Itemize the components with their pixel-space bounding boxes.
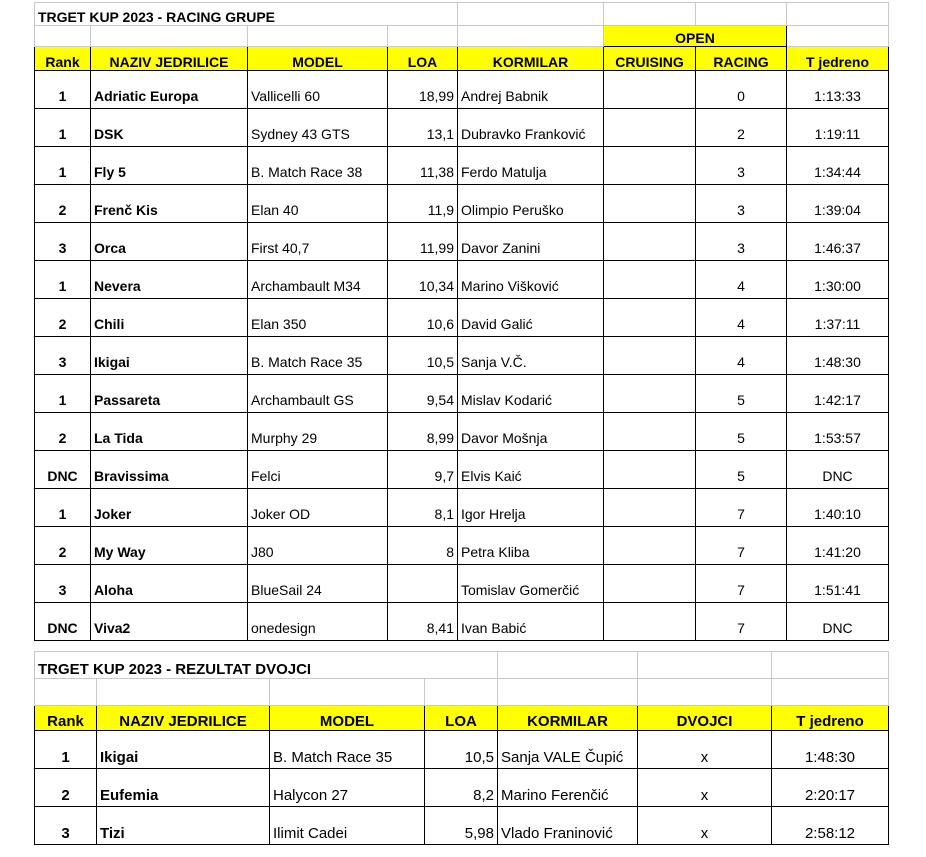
racing-results-table [34, 2, 889, 641]
time-cell: 1:39:04 [787, 185, 889, 223]
model-cell: Vallicelli 60 [248, 71, 388, 109]
model-cell: Archambault M34 [248, 261, 388, 299]
table-row [35, 527, 889, 565]
table-row [35, 299, 889, 337]
skipper-cell: Vlado Franinović [498, 807, 638, 845]
loa-cell: 10,5 [425, 731, 498, 769]
racing-cell: 5 [696, 413, 787, 451]
skipper-cell: Davor Mošnja [458, 413, 604, 451]
cruising-cell [604, 413, 696, 451]
model-cell: B. Match Race 35 [248, 337, 388, 375]
table-row [35, 109, 889, 147]
racing-cell: 4 [696, 299, 787, 337]
racing-cell: 3 [696, 185, 787, 223]
table-row [35, 337, 889, 375]
cruising-cell [604, 71, 696, 109]
table-row [35, 489, 889, 527]
cruising-cell [604, 527, 696, 565]
loa-cell: 10,34 [388, 261, 458, 299]
racing-cell: 5 [696, 451, 787, 489]
table-row [35, 223, 889, 261]
cruising-cell [604, 337, 696, 375]
col-header-cruising: CRUISING [604, 47, 696, 71]
model-cell: Archambault GS [248, 375, 388, 413]
skipper-cell: Olimpio Peruško [458, 185, 604, 223]
cruising-cell [604, 147, 696, 185]
racing-cell: 7 [696, 527, 787, 565]
skipper-cell: Dubravko Franković [458, 109, 604, 147]
skipper-cell: Andrej Babnik [458, 71, 604, 109]
rank-cell: 1 [35, 489, 91, 527]
time-cell: 1:37:11 [787, 299, 889, 337]
model-cell: onedesign [248, 603, 388, 641]
boat-name-cell: Viva2 [91, 603, 248, 641]
racing-cell: 7 [696, 603, 787, 641]
rank-cell: 2 [35, 413, 91, 451]
rank-cell: 3 [35, 807, 97, 845]
col-header-model: MODEL [248, 47, 388, 71]
col-header-dvojci: DVOJCI [638, 706, 772, 731]
boat-name-cell: Aloha [91, 565, 248, 603]
col-header-boat: NAZIV JEDRILICE [91, 47, 248, 71]
table-row [35, 147, 889, 185]
rank-cell: 1 [35, 71, 91, 109]
rank-cell: 1 [35, 731, 97, 769]
rank-cell: 2 [35, 185, 91, 223]
racing-cell: 3 [696, 223, 787, 261]
table-row [35, 807, 889, 845]
table-row [35, 769, 889, 807]
skipper-cell: Elvis Kaić [458, 451, 604, 489]
rank-cell: 3 [35, 337, 91, 375]
table-row [35, 451, 889, 489]
time-cell: 1:40:10 [787, 489, 889, 527]
loa-cell: 11,38 [388, 147, 458, 185]
table-row [35, 413, 889, 451]
boat-name-cell: Adriatic Europa [91, 71, 248, 109]
racing-cell: 2 [696, 109, 787, 147]
time-cell: 1:13:33 [787, 71, 889, 109]
boat-name-cell: Bravissima [91, 451, 248, 489]
boat-name-cell: Joker [91, 489, 248, 527]
loa-cell: 9,7 [388, 451, 458, 489]
skipper-cell: Marino Višković [458, 261, 604, 299]
rank-cell: 3 [35, 223, 91, 261]
time-cell: DNC [787, 451, 889, 489]
model-cell: Murphy 29 [248, 413, 388, 451]
racing-title: TRGET KUP 2023 - RACING GRUPE [35, 3, 458, 26]
model-cell: Elan 40 [248, 185, 388, 223]
time-cell: 1:42:17 [787, 375, 889, 413]
boat-name-cell: My Way [91, 527, 248, 565]
col-header-skipper: KORMILAR [458, 47, 604, 71]
skipper-cell: Tomislav Gomerčić [458, 565, 604, 603]
model-cell: B. Match Race 38 [248, 147, 388, 185]
loa-cell: 8,41 [388, 603, 458, 641]
racing-cell: 0 [696, 71, 787, 109]
dvojci-title: TRGET KUP 2023 - REZULTAT DVOJCI [35, 652, 498, 679]
time-cell: 2:58:12 [772, 807, 889, 845]
col-header-rank: Rank [35, 47, 91, 71]
time-cell: 1:46:37 [787, 223, 889, 261]
skipper-cell: Davor Zanini [458, 223, 604, 261]
skipper-cell: David Galić [458, 299, 604, 337]
cruising-cell [604, 185, 696, 223]
loa-cell: 13,1 [388, 109, 458, 147]
boat-name-cell: Fly 5 [91, 147, 248, 185]
model-cell: BlueSail 24 [248, 565, 388, 603]
loa-cell: 8,99 [388, 413, 458, 451]
rank-cell: 2 [35, 769, 97, 807]
loa-cell: 8,2 [425, 769, 498, 807]
skipper-cell: Sanja VALE Čupić [498, 731, 638, 769]
boat-name-cell: Ikigai [97, 731, 270, 769]
dvojci-cell: x [638, 807, 772, 845]
skipper-cell: Ivan Babić [458, 603, 604, 641]
time-cell: 1:51:41 [787, 565, 889, 603]
skipper-cell: Mislav Kodarić [458, 375, 604, 413]
rank-cell: DNC [35, 603, 91, 641]
col-header-rank: Rank [35, 706, 97, 731]
col-header-loa: LOA [425, 706, 498, 731]
model-cell: Sydney 43 GTS [248, 109, 388, 147]
loa-cell: 11,9 [388, 185, 458, 223]
loa-cell [388, 565, 458, 603]
cruising-cell [604, 223, 696, 261]
rank-cell: 2 [35, 527, 91, 565]
col-header-boat: NAZIV JEDRILICE [97, 706, 270, 731]
boat-name-cell: DSK [91, 109, 248, 147]
boat-name-cell: Nevera [91, 261, 248, 299]
cruising-cell [604, 489, 696, 527]
cruising-cell [604, 261, 696, 299]
model-cell: J80 [248, 527, 388, 565]
cruising-cell [604, 299, 696, 337]
col-header-skipper: KORMILAR [498, 706, 638, 731]
loa-cell: 5,98 [425, 807, 498, 845]
col-header-loa: LOA [388, 47, 458, 71]
loa-cell: 9,54 [388, 375, 458, 413]
racing-cell: 3 [696, 147, 787, 185]
boat-name-cell: La Tida [91, 413, 248, 451]
boat-name-cell: Frenč Kis [91, 185, 248, 223]
cruising-cell [604, 603, 696, 641]
rank-cell: 1 [35, 261, 91, 299]
dvojci-results-table [34, 651, 889, 845]
col-header-time: T jedreno [787, 47, 889, 71]
dvojci-cell: x [638, 769, 772, 807]
table-row [35, 731, 889, 769]
loa-cell: 18,99 [388, 71, 458, 109]
time-cell: 1:34:44 [787, 147, 889, 185]
table-row [35, 565, 889, 603]
loa-cell: 8,1 [388, 489, 458, 527]
table-row [35, 375, 889, 413]
skipper-cell: Ferdo Matulja [458, 147, 604, 185]
rank-cell: 1 [35, 109, 91, 147]
loa-cell: 8 [388, 527, 458, 565]
rank-cell: DNC [35, 451, 91, 489]
table-row [35, 71, 889, 109]
loa-cell: 10,6 [388, 299, 458, 337]
racing-cell: 7 [696, 565, 787, 603]
cruising-cell [604, 451, 696, 489]
racing-cell: 4 [696, 337, 787, 375]
loa-cell: 10,5 [388, 337, 458, 375]
table-row [35, 185, 889, 223]
skipper-cell: Igor Hrelja [458, 489, 604, 527]
model-cell: B. Match Race 35 [270, 731, 425, 769]
boat-name-cell: Eufemia [97, 769, 270, 807]
boat-name-cell: Chili [91, 299, 248, 337]
model-cell: Halycon 27 [270, 769, 425, 807]
boat-name-cell: Ikigai [91, 337, 248, 375]
col-header-racing: RACING [696, 47, 787, 71]
boat-name-cell: Orca [91, 223, 248, 261]
skipper-cell: Petra Kliba [458, 527, 604, 565]
time-cell: DNC [787, 603, 889, 641]
model-cell: Elan 350 [248, 299, 388, 337]
time-cell: 1:48:30 [772, 731, 889, 769]
racing-cell: 4 [696, 261, 787, 299]
cruising-cell [604, 109, 696, 147]
model-cell: First 40,7 [248, 223, 388, 261]
table-row [35, 603, 889, 641]
skipper-cell: Sanja V.Č. [458, 337, 604, 375]
racing-cell: 7 [696, 489, 787, 527]
model-cell: Joker OD [248, 489, 388, 527]
loa-cell: 11,99 [388, 223, 458, 261]
rank-cell: 2 [35, 299, 91, 337]
model-cell: Ilimit Cadei [270, 807, 425, 845]
table-row [35, 261, 889, 299]
rank-cell: 1 [35, 147, 91, 185]
col-header-model: MODEL [270, 706, 425, 731]
boat-name-cell: Tizi [97, 807, 270, 845]
time-cell: 2:20:17 [772, 769, 889, 807]
rank-cell: 1 [35, 375, 91, 413]
time-cell: 1:41:20 [787, 527, 889, 565]
boat-name-cell: Passareta [91, 375, 248, 413]
dvojci-cell: x [638, 731, 772, 769]
skipper-cell: Marino Ferenčić [498, 769, 638, 807]
open-label: OPEN [604, 26, 787, 47]
time-cell: 1:53:57 [787, 413, 889, 451]
cruising-cell [604, 375, 696, 413]
cruising-cell [604, 565, 696, 603]
time-cell: 1:48:30 [787, 337, 889, 375]
model-cell: Felci [248, 451, 388, 489]
racing-cell: 5 [696, 375, 787, 413]
time-cell: 1:19:11 [787, 109, 889, 147]
col-header-time: T jedreno [772, 706, 889, 731]
rank-cell: 3 [35, 565, 91, 603]
time-cell: 1:30:00 [787, 261, 889, 299]
